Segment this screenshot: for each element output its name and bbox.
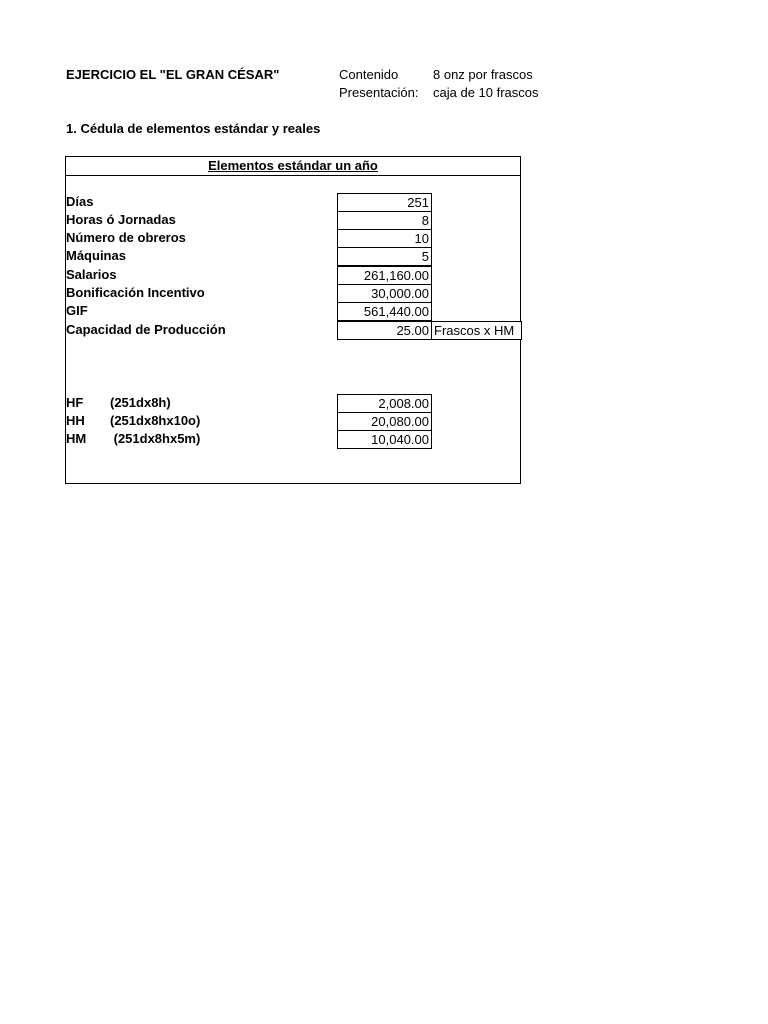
hours-formula: (251dx8h) bbox=[110, 395, 171, 410]
cell-salarios[interactable]: 261,160.00 bbox=[337, 266, 432, 285]
cell-bonificacion[interactable]: 30,000.00 bbox=[337, 284, 432, 303]
cell-hh[interactable]: 20,080.00 bbox=[337, 412, 432, 431]
hours-formula: (251dx8hx5m) bbox=[110, 431, 201, 446]
cell-horas[interactable]: 8 bbox=[337, 211, 432, 230]
hours-label-hh bbox=[66, 412, 200, 430]
hours-label-hm bbox=[66, 430, 200, 448]
row-label-horas: Horas ó Jornadas bbox=[66, 212, 176, 227]
hours-formula: (251dx8hx10o) bbox=[110, 413, 201, 428]
cell-hf[interactable]: 2,008.00 bbox=[337, 394, 432, 413]
cell-capacidad-unit[interactable]: Frascos x HM bbox=[431, 321, 522, 340]
cell-obreros[interactable]: 10 bbox=[337, 229, 432, 248]
contenido-value: 8 onz por frascos bbox=[433, 67, 533, 82]
exercise-title: EJERCICIO EL "EL GRAN CÉSAR" bbox=[66, 67, 280, 82]
row-label-maquinas: Máquinas bbox=[66, 248, 126, 263]
contenido-label: Contenido bbox=[339, 67, 399, 82]
presentacion-label: Presentación: bbox=[339, 85, 419, 100]
table-title: Elementos estándar un año bbox=[66, 157, 520, 176]
cell-capacidad[interactable]: 25.00 bbox=[337, 321, 432, 340]
hours-code: HM bbox=[66, 431, 87, 446]
hours-code: HF bbox=[66, 395, 84, 410]
row-label-salarios: Salarios bbox=[66, 267, 117, 282]
presentacion-value: caja de 10 frascos bbox=[433, 85, 539, 100]
cell-maquinas[interactable]: 5 bbox=[337, 247, 432, 266]
section-title: 1. Cédula de elementos estándar y reales bbox=[66, 121, 321, 136]
row-label-capacidad: Capacidad de Producción bbox=[66, 322, 226, 337]
cell-hm[interactable]: 10,040.00 bbox=[337, 430, 432, 449]
row-label-obreros: Número de obreros bbox=[66, 230, 186, 245]
row-label-dias: Días bbox=[66, 194, 94, 209]
hours-code: HH bbox=[66, 413, 85, 428]
cell-dias[interactable]: 251 bbox=[337, 193, 432, 212]
row-label-bonificacion: Bonificación Incentivo bbox=[66, 285, 205, 300]
cell-gif[interactable]: 561,440.00 bbox=[337, 302, 432, 321]
row-label-gif: GIF bbox=[66, 303, 88, 318]
hours-label-hf bbox=[66, 394, 171, 412]
